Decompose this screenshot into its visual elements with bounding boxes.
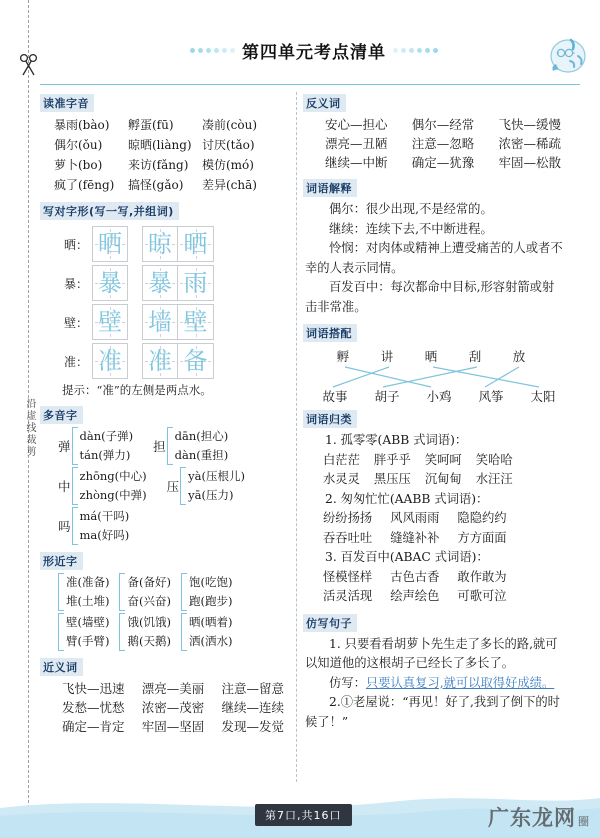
- section-word-classification: [303, 408, 565, 607]
- table-row: [58, 427, 288, 465]
- polyphonic-char: 吗: [58, 519, 71, 534]
- reading: dàn(子弹): [79, 429, 134, 443]
- pinyin-cell: 疯了(fēng): [54, 178, 115, 192]
- similar-word: 跑(跑步): [188, 594, 233, 608]
- similar-grid: [40, 573, 288, 651]
- word-item: 可歌可泣: [457, 589, 507, 603]
- imitation-prompt: 2.①老屋说：“再见！好了,我到了倒下的时候了！”: [305, 695, 560, 729]
- table-row: [303, 153, 565, 172]
- table-row: [40, 717, 288, 736]
- page-number: 第7口,共16口: [255, 804, 352, 826]
- title-group: [190, 38, 438, 63]
- writing-label: 准：: [63, 354, 88, 369]
- definition-item: 继续：连续下去,不中断进程。: [329, 221, 493, 236]
- bracket-icon: [181, 573, 187, 611]
- classification-title: 1. 孤零零(ABB 式词语)：: [325, 433, 468, 447]
- similar-word: 洒(洒水): [188, 634, 233, 648]
- column-divider: [296, 92, 297, 782]
- table-row: [303, 451, 565, 471]
- word-item: 笑呵呵: [424, 452, 462, 467]
- word-item: 水汪汪: [475, 472, 513, 486]
- grid-box-pair: [142, 304, 214, 340]
- table-row: [54, 115, 288, 135]
- similar-word: 晒(晒着): [188, 615, 233, 629]
- section-pronunciation: [40, 92, 288, 195]
- reading: má(干吗): [79, 509, 130, 523]
- synonym-pair: 浓密—茂密: [141, 700, 205, 715]
- polyphonic-item: [58, 427, 133, 465]
- bracket-icon: [72, 467, 78, 505]
- section-synonyms: [40, 656, 288, 736]
- collocation-verb[interactable]: 孵: [336, 349, 350, 364]
- antonym-pair: 偶尔—经常: [411, 117, 475, 132]
- bracket-icon: [119, 573, 125, 611]
- word-item: 古色古香: [390, 569, 440, 584]
- antonym-pair: 确定—犹豫: [411, 155, 475, 170]
- writing-label: 壁：: [63, 315, 88, 330]
- antonym-pair: 牢固—松散: [498, 155, 561, 170]
- pinyin-cell: 偶尔(ǒu): [54, 138, 103, 152]
- similar-pair: [189, 613, 232, 651]
- word-item: 吞吞吐吐: [323, 530, 373, 545]
- synonym-pair: 漂亮—美丽: [141, 681, 205, 696]
- table-row: [303, 115, 565, 134]
- grid-char: 暴: [148, 269, 172, 297]
- reading: zhōng(中心): [79, 469, 147, 483]
- collocation-verb[interactable]: 放: [512, 349, 526, 364]
- writing-tip: 提示：“准”的左侧是两点水。: [62, 383, 212, 397]
- polyphonic-item: [153, 427, 228, 465]
- bracket-icon: [181, 613, 187, 651]
- grid-box[interactable]: [142, 304, 178, 340]
- grid-char: 备: [183, 347, 208, 375]
- section-heading: 形近字: [40, 552, 83, 570]
- polyphonic-readings: [80, 427, 134, 465]
- polyphonic-readings: [80, 507, 130, 545]
- synonym-pair: 发愁—忧愁: [62, 700, 125, 715]
- section-heading: 词语归类: [303, 410, 357, 428]
- watermark-text: 广东龙网: [488, 806, 576, 830]
- definition-item: 怜悯：对肉体或精神上遭受痛苦的人或者不幸的人表示同情。: [305, 241, 563, 275]
- grid-box-pair: [142, 343, 214, 379]
- collocation-noun[interactable]: 小鸡: [426, 389, 452, 404]
- mascot-icon: [540, 26, 598, 84]
- table-row: [303, 529, 565, 549]
- section-polyphonic: [40, 404, 288, 545]
- grid-box[interactable]: [92, 265, 128, 301]
- similar-word: 备(备好): [127, 575, 171, 589]
- polyphonic-char: 中: [58, 479, 71, 494]
- section-heading: 读准字音: [40, 94, 94, 112]
- bracket-icon: [119, 613, 125, 651]
- pinyin-cell: 孵蛋(fū): [128, 118, 174, 132]
- grid-char: 准: [148, 347, 172, 375]
- collocation-verb[interactable]: 刮: [468, 349, 482, 364]
- grid-box[interactable]: [92, 304, 128, 340]
- section-heading: 仿写句子: [303, 614, 357, 632]
- pinyin-cell: 搞怪(gǎo): [128, 178, 184, 192]
- antonym-pair: 飞快—缓慢: [498, 117, 561, 132]
- word-item: 胖乎乎: [373, 452, 411, 467]
- reading: dàn(重担): [174, 448, 229, 462]
- collocation-noun[interactable]: 风筝: [478, 389, 504, 404]
- word-item: 黑压压: [373, 472, 411, 486]
- similar-pair: [189, 573, 232, 611]
- table-row: [58, 467, 288, 505]
- grid-box[interactable]: [142, 226, 178, 262]
- polyphonic-char: 压: [166, 479, 180, 494]
- writing-row: [40, 343, 288, 379]
- watermark-sub: 圈: [578, 815, 590, 828]
- similar-word: 臂(手臂): [66, 634, 110, 648]
- polyphonic-readings: [188, 467, 245, 505]
- table-row: [303, 587, 565, 607]
- grid-box-pair: [142, 226, 214, 262]
- imitation-answer-text[interactable]: 只要认真复习,就可以取得好成绩。: [365, 675, 555, 690]
- similar-item: [181, 613, 232, 651]
- header-rule: [40, 84, 580, 85]
- similar-word: 鹅(天鹅): [127, 634, 171, 648]
- bracket-icon: [58, 573, 64, 611]
- pronunciation-grid: [40, 115, 288, 195]
- writing-row: [40, 226, 288, 262]
- bracket-icon: [72, 427, 78, 465]
- section-sentence-imitation: [303, 612, 565, 733]
- imitation-answer-line: [303, 674, 565, 694]
- grid-char: 晒: [183, 230, 208, 258]
- grid-char: 壁: [183, 308, 208, 336]
- word-item: 活灵活现: [323, 589, 373, 603]
- synonym-pair: 牢固—坚固: [141, 719, 205, 734]
- similar-pair: [66, 573, 109, 611]
- synonym-pair: 发现—发觉: [221, 719, 284, 734]
- left-column: [40, 92, 288, 741]
- grid-box[interactable]: [92, 226, 128, 262]
- word-item: 隐隐约约: [457, 511, 507, 525]
- grid-char: 暴: [98, 269, 122, 297]
- similar-item: [181, 573, 232, 611]
- table-row: [40, 698, 288, 717]
- reading: tán(弹力): [79, 448, 131, 462]
- writing-label: 晒：: [63, 237, 88, 252]
- writing-label: 暴：: [63, 276, 88, 291]
- page-title: 第四单元考点清单: [242, 43, 386, 63]
- section-heading: 词语解释: [303, 179, 357, 197]
- grid-box[interactable]: [178, 226, 214, 262]
- grid-char: 晾: [148, 230, 172, 258]
- table-row: [40, 679, 288, 698]
- section-heading: 近义词: [40, 658, 83, 676]
- section-heading: 反义词: [303, 94, 346, 112]
- polyphonic-char: 弹: [58, 439, 71, 454]
- grid-box[interactable]: [142, 343, 178, 379]
- matching-exercise[interactable]: [303, 347, 565, 403]
- table-row: [303, 470, 565, 490]
- imitation-prompt: 1. 只要看看胡萝卜先生走了多长的路,就可以知道他的这根胡子已经长了多长了。: [305, 636, 558, 670]
- grid-box-pair: [142, 265, 214, 301]
- classification-title: 3. 百发百中(ABAC 式词语)：: [325, 550, 489, 564]
- similar-word: 堆(土堆): [66, 594, 110, 608]
- table-row: [54, 175, 288, 195]
- bracket-icon: [72, 507, 78, 545]
- writing-row: [40, 265, 288, 301]
- grid-char: 壁: [98, 308, 122, 336]
- pinyin-cell: 模仿(mó): [202, 158, 254, 172]
- word-item: 水灵灵: [323, 472, 360, 486]
- similar-word: 奋(兴奋): [127, 594, 171, 608]
- collocation-noun[interactable]: 故事: [322, 389, 348, 404]
- similar-item: [119, 613, 170, 651]
- reading: dān(担心): [174, 429, 229, 443]
- antonym-pair: 浓密—稀疏: [498, 136, 561, 151]
- word-item: 白茫茫: [323, 452, 360, 467]
- grid-box[interactable]: [178, 265, 214, 301]
- synonym-pair: 注意—留意: [221, 681, 284, 696]
- imitation-answer-label: 仿写：: [329, 675, 366, 690]
- grid-char: 晒: [98, 230, 122, 258]
- watermark: [488, 802, 590, 832]
- grid-char: 雨: [183, 269, 208, 297]
- reading: yā(压力): [188, 488, 234, 502]
- page-footer: [0, 790, 600, 838]
- similar-word: 准(准备): [66, 575, 110, 589]
- polyphonic-readings: [80, 467, 147, 505]
- reading: yà(压根儿): [188, 469, 245, 483]
- collocation-verbs: [303, 347, 583, 365]
- word-item: 沉甸甸: [424, 472, 462, 486]
- section-collocations: [303, 322, 565, 403]
- bracket-icon: [167, 427, 173, 465]
- word-item: 方方面面: [457, 530, 507, 545]
- similar-item: [58, 573, 109, 611]
- word-item: 风风雨雨: [390, 511, 440, 525]
- grid-box[interactable]: [92, 343, 128, 379]
- definition-item: 百发百中：每次都命中目标,形容射箭或射击非常准。: [305, 280, 555, 314]
- word-item: 纷纷扬扬: [323, 511, 373, 525]
- synonym-pair: 飞快—迅速: [62, 681, 125, 696]
- section-writing-characters: [40, 200, 288, 399]
- dots-right-decoration: [393, 48, 438, 53]
- reading: zhòng(中弹): [79, 488, 147, 502]
- pinyin-cell: 差异(chā): [202, 178, 257, 192]
- similar-item: [58, 613, 109, 651]
- similar-pair: [127, 573, 170, 611]
- word-item: 笑哈哈: [475, 452, 513, 467]
- grid-box[interactable]: [178, 343, 214, 379]
- polyphonic-char: 担: [153, 439, 166, 454]
- grid-box[interactable]: [142, 265, 178, 301]
- grid-box[interactable]: [178, 304, 214, 340]
- pinyin-cell: 凑前(còu): [202, 118, 258, 132]
- scissors-icon: [16, 48, 42, 80]
- pinyin-cell: 来访(fǎng): [128, 158, 189, 172]
- synonym-pair: 确定—肯定: [62, 719, 125, 734]
- similar-word: 饿(饥饿): [127, 615, 171, 629]
- bracket-icon: [180, 467, 186, 505]
- definition-item: 偶尔：很少出现,不是经常的。: [329, 202, 493, 216]
- bracket-icon: [58, 613, 64, 651]
- collocation-noun[interactable]: 胡子: [374, 389, 400, 404]
- section-heading: 多音字: [40, 406, 83, 424]
- writing-row: [40, 304, 288, 340]
- collocation-noun[interactable]: 太阳: [530, 389, 556, 404]
- grid-char: 墙: [148, 308, 172, 336]
- reading: ma(好吗): [79, 528, 130, 542]
- polyphonic-item: [167, 467, 245, 505]
- grid-char: 准: [98, 347, 122, 375]
- table-row: [303, 134, 565, 153]
- synonym-pair: 继续—连续: [221, 700, 284, 715]
- pinyin-cell: 晾晒(liàng): [128, 138, 192, 152]
- table-row: [58, 573, 288, 611]
- table-row: [303, 509, 565, 529]
- word-item: 怪模怪样: [323, 569, 373, 584]
- similar-word: 壁(墙壁): [66, 615, 110, 629]
- word-item: 绘声绘色: [390, 589, 440, 603]
- section-heading: 词语搭配: [303, 324, 357, 342]
- collocation-nouns: [303, 387, 571, 405]
- polyphonic-grid: [40, 427, 288, 545]
- antonym-pair: 安心—担心: [325, 117, 388, 132]
- cut-instruction-text: 沿虚线裁剪: [24, 398, 35, 458]
- antonym-pair: 继续—中断: [325, 155, 388, 170]
- table-row: [54, 135, 288, 155]
- table-row: [58, 507, 288, 545]
- dots-left-decoration: [190, 48, 235, 53]
- section-similar-characters: [40, 550, 288, 651]
- polyphonic-readings: [175, 427, 229, 465]
- section-definitions: [303, 177, 565, 317]
- section-heading: 写对字形(写一写,并组词): [40, 202, 179, 220]
- section-antonyms: [303, 92, 565, 172]
- table-row: [58, 613, 288, 651]
- pinyin-cell: 暴雨(bào): [54, 118, 110, 132]
- similar-pair: [127, 613, 170, 651]
- right-column: [303, 92, 565, 737]
- table-row: [54, 155, 288, 175]
- page-header: [40, 28, 580, 82]
- pinyin-cell: 萝卜(bo): [54, 158, 103, 172]
- similar-word: 饱(吃饱): [188, 575, 233, 589]
- word-item: 敢作敢为: [457, 569, 507, 584]
- polyphonic-item: [58, 507, 129, 545]
- polyphonic-item: [58, 467, 147, 505]
- classification-title: 2. 匆匆忙忙(AABB 式词语)：: [325, 491, 489, 506]
- similar-pair: [66, 613, 109, 651]
- collocation-verb[interactable]: 讲: [380, 349, 394, 364]
- table-row: [303, 568, 565, 588]
- antonym-pair: 注意—忽略: [411, 136, 475, 151]
- collocation-verb[interactable]: 晒: [424, 349, 438, 364]
- antonym-pair: 漂亮—丑陋: [325, 136, 388, 151]
- pinyin-cell: 讨厌(tǎo): [202, 138, 255, 152]
- word-item: 缝缝补补: [390, 530, 440, 545]
- similar-item: [119, 573, 170, 611]
